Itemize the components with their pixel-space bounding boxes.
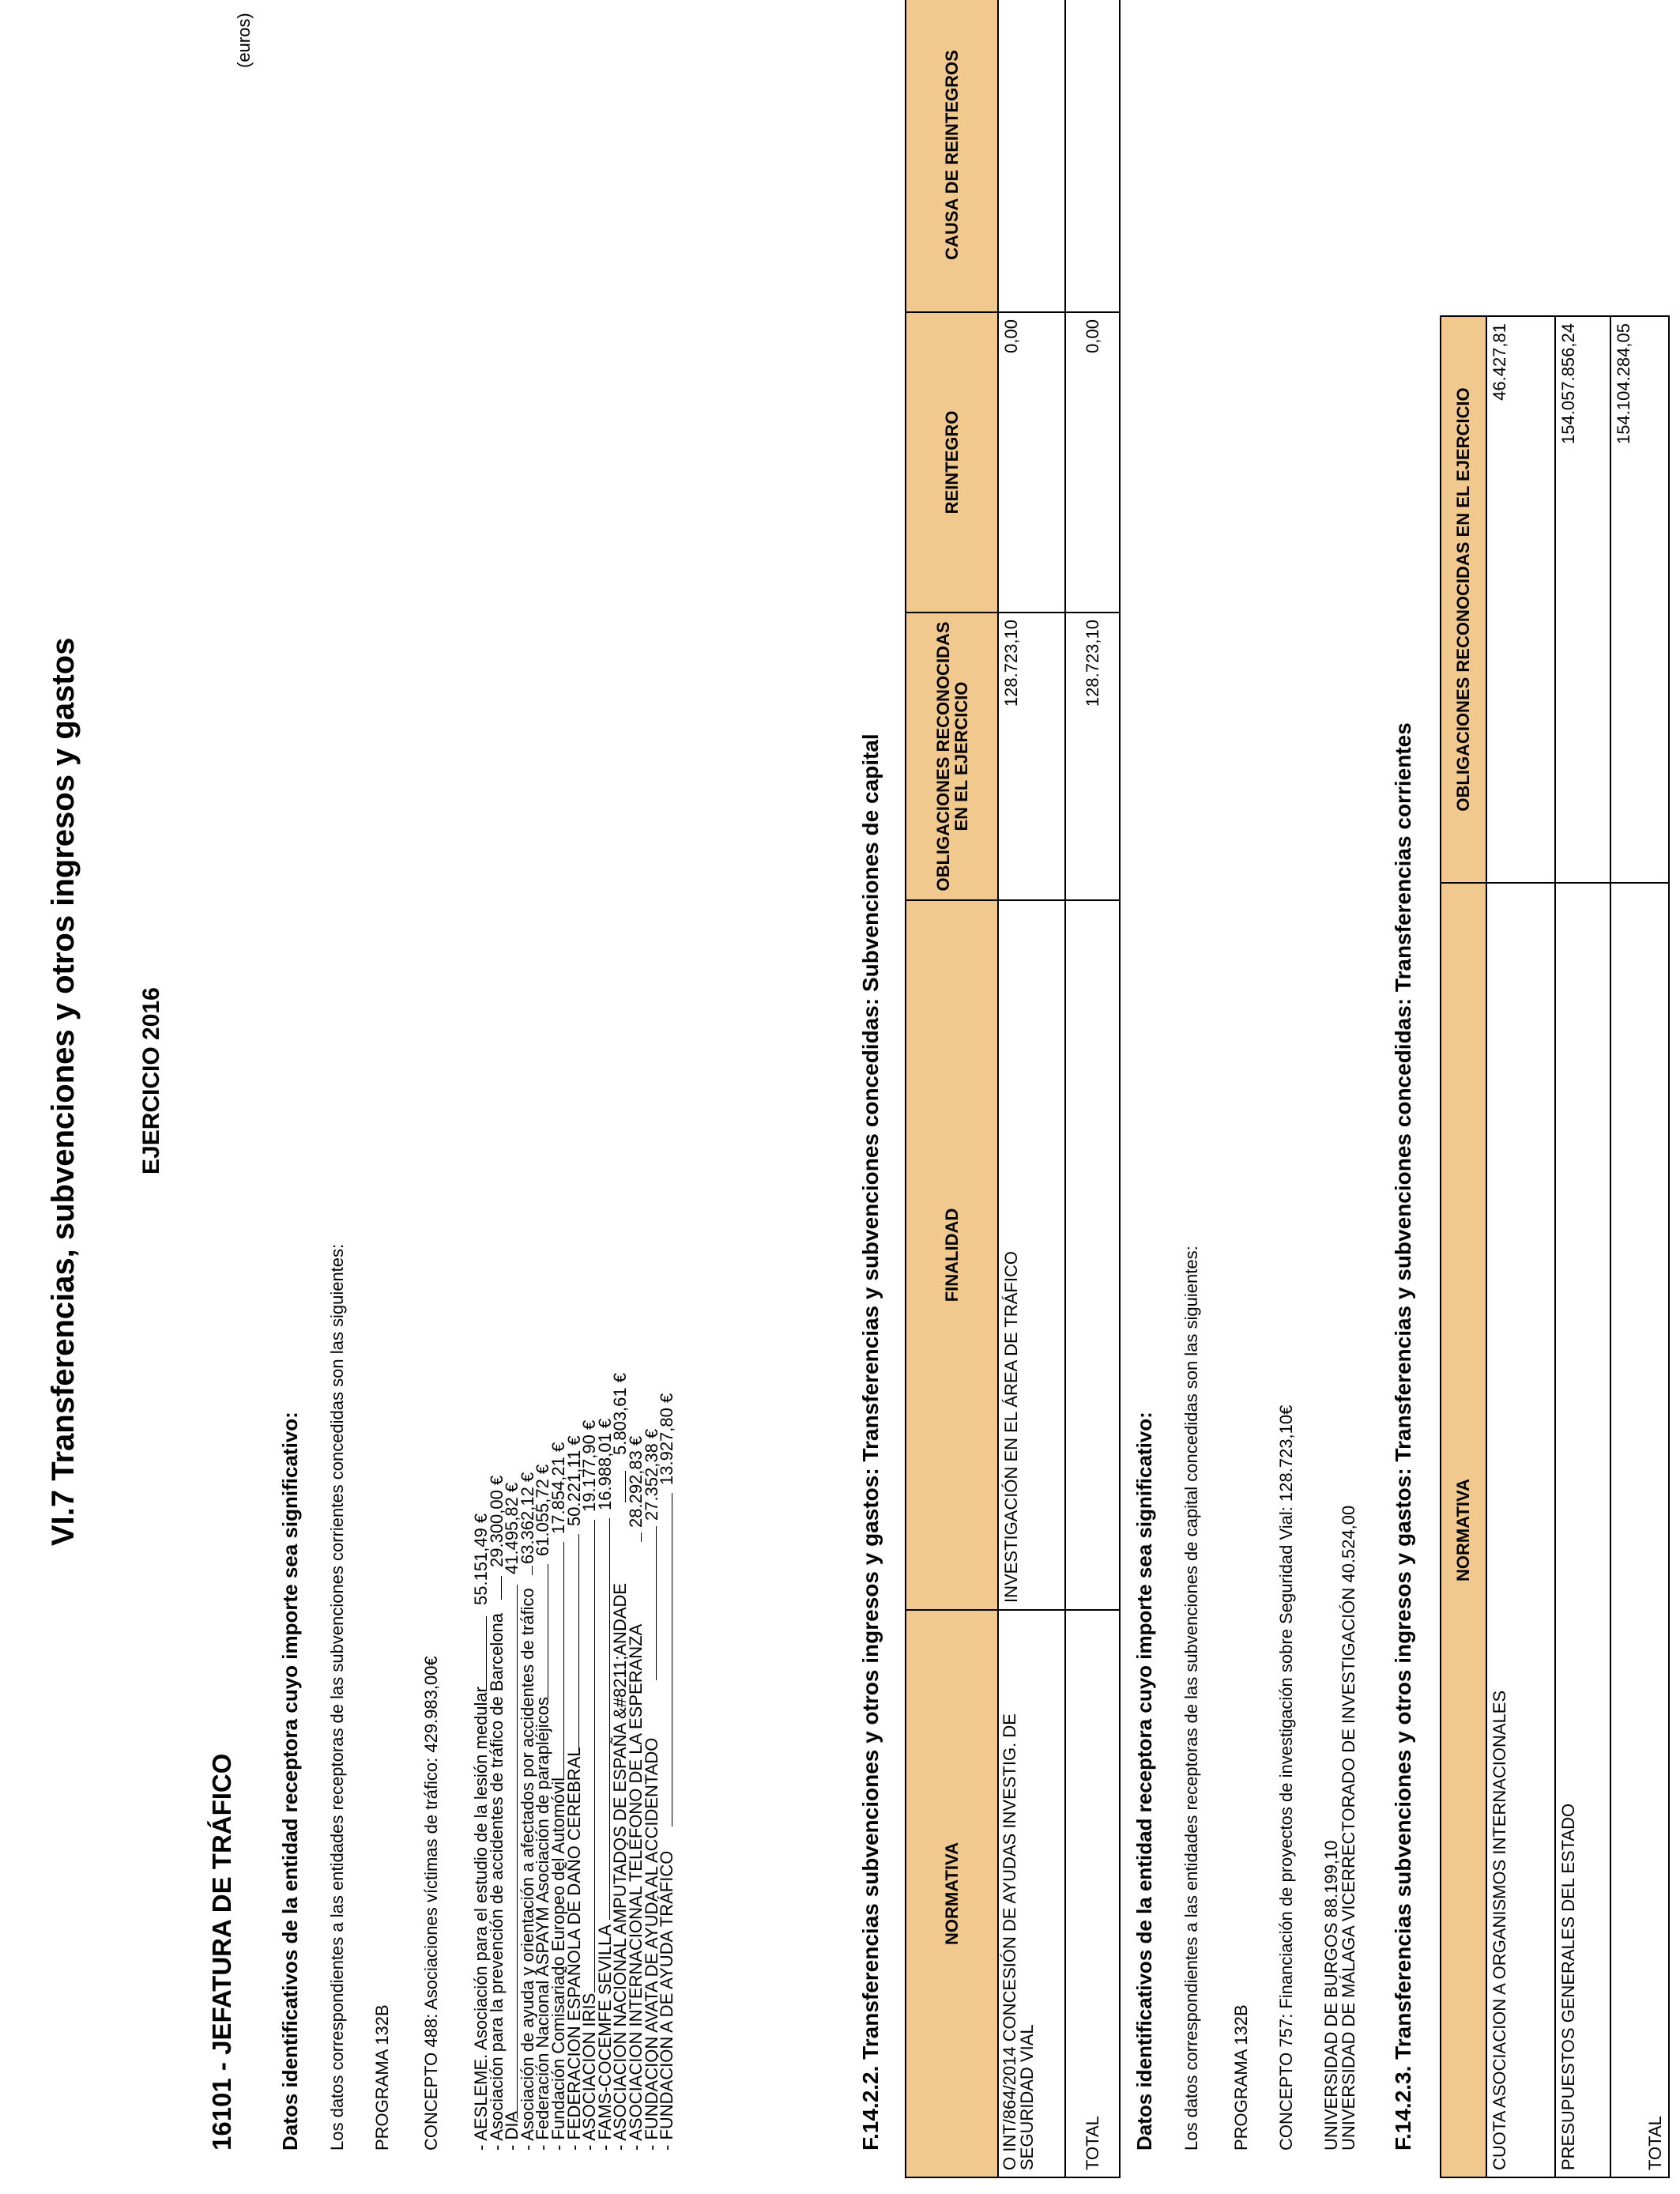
entity-label: - AESLEME. Asociación para el estudio de la lesión medular <box>471 1687 491 2151</box>
section2-intro: Los datos correspondientes a las entidades receptoras de las subvenciones de capital concedidas son las siguientes: <box>1181 1246 1201 2151</box>
section2-heading: Datos identificativos de la entidad receptora cuyo importe sea significativo: <box>1132 1412 1156 2151</box>
section1-concepto: CONCEPTO 488: Asociaciones víctimas de tráfico: 429.983,00€ <box>421 1656 441 2151</box>
entity-amount: 5.803,61 € <box>610 1373 631 1455</box>
entity-amount: 50.221,11 € <box>563 1435 584 1526</box>
entity-amount: 13.927,80 € <box>657 1393 677 1485</box>
cell-obligaciones: 154.104.284,05 <box>1610 316 1669 883</box>
cell-finalidad: INVESTIGACIÓN EN EL ÁREA DE TRÁFICO <box>998 900 1065 1610</box>
entity-amount: 27.352,38 € <box>641 1428 661 1521</box>
col-header-obligaciones: OBLIGACIONES RECONOCIDAS EN EL EJERCICIO <box>906 613 998 900</box>
col-header-obligaciones: OBLIGACIONES RECONOCIDAS EN EL EJERCICIO <box>1441 316 1486 883</box>
table-row-total <box>1610 316 1669 2177</box>
cell-reintegro: 0,00 <box>998 312 1065 613</box>
entity-label: - ASOCIACION INTERNACIONAL TELÉFONO DE LA ESPERANZA <box>625 1623 646 2151</box>
entity-label: - ASOCIACION IRIS <box>579 1992 600 2151</box>
entity-label: - FUNDACION AVATA DE AYUDA AL ACCIDENTADO <box>641 1737 661 2151</box>
cell-normativa: PRESUPUESTOS GENERALES DEL ESTADO <box>1555 883 1610 2177</box>
entity-amount: 55.151,49 € <box>471 1513 491 1605</box>
entity-label: - DIA <box>502 2110 522 2151</box>
cell-normativa: TOTAL <box>1610 883 1669 2177</box>
list-item: UNIVERSIDAD DE BURGOS 88.199,10 <box>1321 1840 1341 2151</box>
entity-underline <box>563 1542 564 1779</box>
entity-label: - Asociación de ayuda y orientación a afectados por accidentes de tráfico <box>517 1588 537 2151</box>
list-item <box>486 1360 507 2151</box>
table1-title: F.14.2.2. Transferencias subvenciones y otros ingresos y gastos: Transferencias y subvenciones concedidas: Subvenciones de capital <box>858 733 883 2151</box>
entity-underline <box>641 1532 642 1542</box>
cell-normativa: O INT/864/2014 CONCESIÓN DE AYUDAS INVESTIG. DE SEGURIDAD VIAL <box>998 1610 1065 2177</box>
col-header-reintegro: REINTEGRO <box>906 312 998 613</box>
cell-obligaciones: 128.723,10 <box>1065 613 1120 900</box>
entity-label: - ASOCIACION NACIONAL AMPUTADOS DE ESPAÑA &#8211;ANDADE <box>610 1582 631 2151</box>
table-row <box>998 0 1065 2177</box>
table-row-total <box>1065 0 1120 2177</box>
entity-underline <box>578 1534 579 1751</box>
table-header-row <box>1441 316 1486 2177</box>
col-header-causa: CAUSA DE REINTEGROS <box>906 0 998 312</box>
cell-reintegro: 0,00 <box>1065 312 1120 613</box>
section1-intro: Los datos correspondientes a las entidades receptoras de las subvenciones corrientes concedidas son las siguientes: <box>327 1243 347 2151</box>
entity-label: - FAMS-COCEMFE SEVILLA <box>594 1924 615 2151</box>
entity-label: - Federación Nacional ASPAYM Asociación de parapléjicos <box>533 1697 553 2151</box>
entity-amount: 28.292,83 € <box>625 1435 646 1528</box>
col-header-normativa: NORMATIVA <box>1441 883 1486 2177</box>
entity-label: - Fundación Comisariado Europeo del Automóvil <box>548 1777 568 2151</box>
units-label: (euros) <box>234 13 254 68</box>
table-header-row <box>906 0 998 2177</box>
cell-causa <box>998 0 1065 312</box>
ejercicio-label: EJERCICIO 2016 <box>138 987 164 1174</box>
cell-finalidad <box>1065 900 1120 1610</box>
cell-obligaciones: 154.057.856,24 <box>1555 316 1610 883</box>
entity-underline <box>501 1576 502 1600</box>
entity-heading: 16101 - JEFATURA DE TRÁFICO <box>207 1753 236 2151</box>
entity-underline <box>532 1566 533 1575</box>
cell-normativa: CUOTA ASOCIACION A ORGANISMOS INTERNACIONALES <box>1486 883 1555 2177</box>
entity-amount: 29.300,00 € <box>486 1475 507 1567</box>
col-header-finalidad: FINALIDAD <box>906 900 998 1610</box>
table2-title: F.14.2.3. Transferencias subvenciones y otros ingresos y gastos: Transferencias y subvenciones concedidas: Transferencias corrientes <box>1391 722 1415 2151</box>
entity-amount: 63.362,12 € <box>517 1472 537 1564</box>
section2-concepto: CONCEPTO 757: Financiación de proyectos de investigación sobre Seguridad Vial: 128.723,10€ <box>1276 1404 1296 2151</box>
cell-normativa: TOTAL <box>1065 1610 1120 2177</box>
entity-amount: 41.495,82 € <box>502 1482 522 1574</box>
entity-underline <box>594 1520 595 1992</box>
entity-underline <box>656 1526 657 1680</box>
current-transfers-table <box>1440 315 1670 2178</box>
entity-amount: 17.854,21 € <box>548 1442 568 1534</box>
cell-obligaciones: 128.723,10 <box>998 613 1065 900</box>
col-header-normativa: NORMATIVA <box>906 1610 998 2177</box>
section2-programa: PROGRAMA 132B <box>1231 2004 1251 2151</box>
entity-amount: 16.988,01 € <box>594 1418 615 1510</box>
section1-heading: Datos identificativos de la entidad receptora cuyo importe sea significativo: <box>278 1412 302 2151</box>
table-row <box>1555 316 1610 2177</box>
page-title: VI.7 Transferencias, subvenciones y otros ingresos y gastos <box>46 637 81 1546</box>
entity-label: - Asociación para la prevención de accidentes de tráfico de Barcelona <box>486 1613 507 2151</box>
capital-subsidies-table <box>905 0 1121 2178</box>
entity-amount: 61.055,72 € <box>533 1464 553 1556</box>
entity-amount: 19.177,90 € <box>579 1419 600 1512</box>
table-row <box>1486 316 1555 2177</box>
list-item <box>659 1360 675 2151</box>
entity-label: - FEDERACION ESPAÑOLA DE DAÑO CEREBRAL <box>563 1747 584 2151</box>
entity-list <box>473 1360 675 2151</box>
cell-causa <box>1065 0 1120 312</box>
cell-obligaciones: 46.427,81 <box>1486 316 1555 883</box>
section1-programa: PROGRAMA 132B <box>372 2004 392 2151</box>
list-item: UNIVERSIDAD DE MÁLAGA VICERRECTORADO DE INVESTIGACIÓN 40.524,00 <box>1339 1505 1358 2151</box>
entity-label: - FUNDACIÓN A DE AYUDA TRÁFICO <box>657 1850 677 2151</box>
